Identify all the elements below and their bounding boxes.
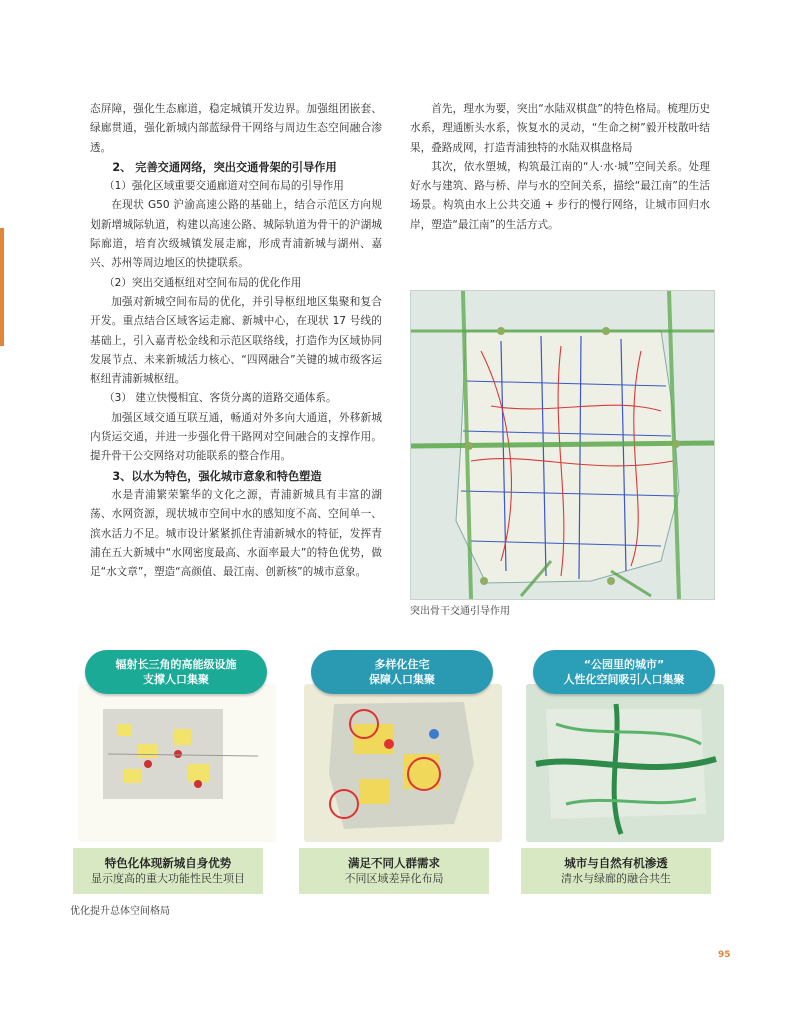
subsection-heading: （1）强化区域重要交通廊道对空间布局的引导作用 [104,180,344,193]
page-number: 95 [718,950,731,960]
caption-title: 满足不同人群需求 [348,856,440,870]
map-caption: 突出骨干交通引导作用 [410,606,510,617]
panel-badge [533,650,715,694]
badge-line2: 保障人口集聚 [369,673,435,686]
paragraph: 水是青浦繁荣繁华的文化之源，青浦新城具有丰富的湖荡、水网资源，现状城市空间中水的感知度不高、空间单一、滨水活力不足。城市设计紧紧抓住青浦新城水的特征，发挥青浦在五大新城中“水网密度最高、水面率最大”的特色优势，做足“水文章”，塑造“高颜值、最江南、创新核”的城市意象。 [90,488,382,579]
badge-line1: 辐射长三角的高能级设施 [115,658,237,671]
caption-title: 城市与自然有机渗透 [564,856,668,870]
infographic-panel-parks [518,650,730,885]
paragraph: 态屏障，强化生态廊道，稳定城镇开发边界。加强组团嵌套、绿廊贯通，强化新城内部蓝绿骨干网络与周边生态空间融合渗透。 [90,103,382,154]
subsection-heading: （2）突出交通枢纽对空间布局的优化作用 [104,276,302,289]
chapter-tab-marker [0,228,4,346]
facilities-map-image [78,684,276,842]
housing-map-image [304,684,502,842]
panel-caption [73,848,263,894]
paragraph: 首先，理水为要，突出“水陆双棋盘”的特色格局。梳理历史水系，理通断头水系，恢复水的灵动，“生命之树”毅开枝散叶结果，叠路成网，打造青浦独特的水陆双棋盘格局 [410,103,710,154]
subsection-heading: （3） 建立快慢相宜、客货分离的道路交通体系。 [104,392,337,405]
section-heading: 3、以水为特色，强化城市意象和特色塑造 [112,469,322,483]
facilities-map-drawing [78,684,276,842]
right-text-column [410,100,710,235]
paragraph: 加强区域交通互联互通，畅通对外多向大通道，外移新城内货运交通，并进一步强化骨干路网对空间融合的支撑作用。提升骨干公交网络对功能联系的整合作用。 [90,411,382,463]
section-heading: 2、 完善交通网络，突出交通骨架的引导作用 [112,160,337,174]
panel-caption [521,848,711,894]
map-drawing [411,291,714,599]
infographic-panel-housing [296,650,508,885]
caption-subtitle: 清水与绿廊的融合共生 [561,872,671,885]
figure-caption: 优化提升总体空间格局 [70,906,170,917]
panel-badge [311,650,493,694]
panel-caption [299,848,489,894]
parks-map-image [526,684,724,842]
panel-badge [85,650,267,694]
paragraph: 其次，依水塑城，构筑最江南的“人·水·城”空间关系。处理好水与建筑、路与桥、岸与水的空间关系，描绘“最江南”的生活场景。构筑由水上公共交通 + 步行的慢行网络，让城市回归水岸，塑造“最江南”的生活方式。 [410,160,710,231]
caption-subtitle: 不同区域差异化布局 [344,872,444,885]
badge-line1: 多样化住宅 [374,658,430,671]
caption-title: 特色化体现新城自身优势 [104,856,232,870]
badge-line1: “公园里的城市” [583,658,665,671]
parks-map-drawing [526,684,724,842]
infographic-panel-facilities [70,650,282,885]
housing-map-drawing [304,684,502,842]
paragraph: 在现状 G50 沪渝高速公路的基础上，结合示范区方向规划新增城际轨道，构建以高速公路、城际轨道为骨干的沪湖城际廊道，培育次级城镇发展走廊，形成青浦新城与湖州、嘉兴、苏州等周边地区的快捷联系。 [90,199,382,270]
badge-line2: 支撑人口集聚 [143,673,209,686]
left-text-column [90,100,382,582]
paragraph: 加强对新城空间布局的优化，并引导枢纽地区集聚和复合开发。重点结合区域客运走廊、新城中心，在现状 17 号线的基础上，引入嘉青松金线和示范区联络线，打造作为区域协同发展节点、未来新城活力核心、“四网融合”关键的城市级客运枢纽青浦新城枢纽。 [90,295,382,386]
transport-network-map [410,290,715,600]
caption-subtitle: 显示度高的重大功能性民生项目 [91,872,245,885]
badge-line2: 人性化空间吸引人口集聚 [563,673,685,686]
